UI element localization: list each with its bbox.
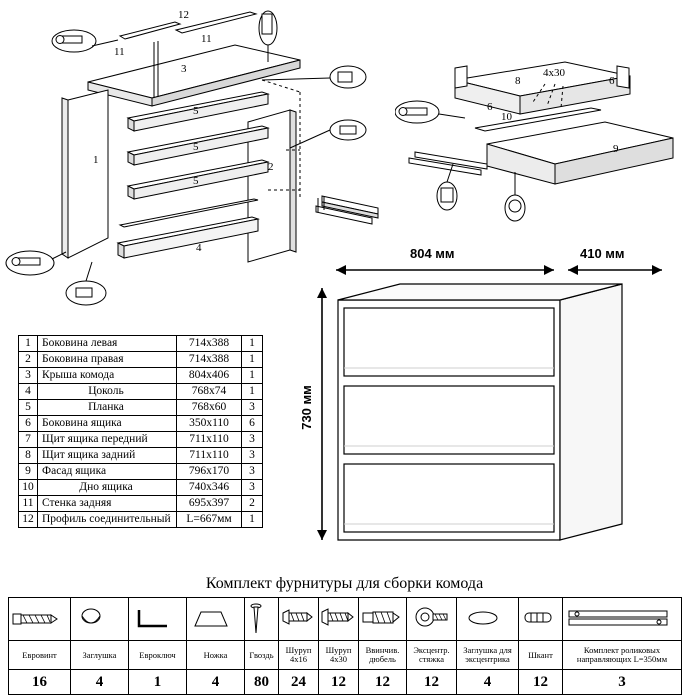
hardware-count: 16 xyxy=(9,670,71,695)
table-row: 4 Цоколь 768х74 1 xyxy=(19,384,263,400)
drawer-assembly-diagram xyxy=(395,40,689,240)
hardware-label: Шуруп 4х16 xyxy=(279,641,319,670)
hardware-count: 80 xyxy=(245,670,279,695)
dimension-depth: 410 мм xyxy=(580,246,625,261)
cap-icon xyxy=(71,598,129,641)
table-row: 7 Щит ящика передний 711х110 3 xyxy=(19,432,263,448)
hardware-count: 12 xyxy=(359,670,407,695)
table-row: 11 Стенка задняя 695х397 2 xyxy=(19,496,263,512)
svg-text:8: 8 xyxy=(515,75,521,87)
svg-text:9: 9 xyxy=(613,143,619,155)
hardware-count: 4 xyxy=(187,670,245,695)
table-row: 8 Щит ящика задний 711х110 3 xyxy=(19,448,263,464)
svg-text:1: 1 xyxy=(93,154,99,166)
svg-text:4х30: 4х30 xyxy=(543,67,565,79)
table-row: 9 Фасад ящика 796х170 3 xyxy=(19,464,263,480)
hardware-count: 24 xyxy=(279,670,319,695)
hardware-label: Заглушка xyxy=(71,641,129,670)
table-row: 3 Крыша комода 804x406 1 xyxy=(19,368,263,384)
leg-icon xyxy=(187,598,245,641)
hardware-count: 12 xyxy=(519,670,563,695)
hardware-label: Шкант xyxy=(519,641,563,670)
hardware-count: 4 xyxy=(457,670,519,695)
dowel-icon xyxy=(519,598,563,641)
hardware-label: Евроключ xyxy=(129,641,187,670)
table-row: 5 Планка 768х60 3 xyxy=(19,400,263,416)
table-row: 2 Боковина правая 714x388 1 xyxy=(19,352,263,368)
finished-product-dimensions xyxy=(300,240,689,570)
hardware-kit-table xyxy=(8,597,682,695)
screw-4x30-icon xyxy=(319,598,359,641)
eccentric-cap-icon xyxy=(457,598,519,641)
table-row: 12 Профиль соединительный L=667мм 1 xyxy=(19,512,263,528)
dimension-width: 804 мм xyxy=(410,246,455,261)
hardware-kit-title: Комплект фурнитуры для сборки комода xyxy=(205,575,484,592)
hardware-label: Гвоздь xyxy=(245,641,279,670)
eccentric-coupler-icon xyxy=(407,598,457,641)
hardware-label: Ввинчив. дюбель xyxy=(359,641,407,670)
svg-text:10: 10 xyxy=(501,111,512,123)
table-row: 6 Боковина ящика 350х110 6 xyxy=(19,416,263,432)
svg-text:4: 4 xyxy=(196,242,202,254)
parts-table xyxy=(18,335,263,528)
svg-text:2: 2 xyxy=(268,161,274,173)
hardware-count: 1 xyxy=(129,670,187,695)
svg-text:12: 12 xyxy=(178,9,189,21)
svg-text:3: 3 xyxy=(181,63,187,75)
euro-screw-icon xyxy=(9,598,71,641)
svg-text:5: 5 xyxy=(193,175,199,187)
svg-text:6: 6 xyxy=(487,101,493,113)
svg-text:11: 11 xyxy=(201,33,212,45)
nail-icon xyxy=(245,598,279,641)
hardware-label: Евровинт xyxy=(9,641,71,670)
hardware-count: 4 xyxy=(71,670,129,695)
dimension-height: 730 мм xyxy=(298,385,314,430)
svg-text:11: 11 xyxy=(114,46,125,58)
screw-in-dowel-icon xyxy=(359,598,407,641)
hardware-label: Комплект роликовых направляющих L=350мм xyxy=(563,641,682,670)
drawer-slides-icon xyxy=(563,598,682,641)
hardware-count: 12 xyxy=(407,670,457,695)
svg-text:5: 5 xyxy=(193,141,199,153)
hardware-label: Заглушка для эксцентрика xyxy=(457,641,519,670)
svg-text:5: 5 xyxy=(193,105,199,117)
svg-text:6: 6 xyxy=(609,75,615,87)
hardware-count: 3 xyxy=(563,670,682,695)
screw-4x16-icon xyxy=(279,598,319,641)
hardware-label: Шуруп 4х30 xyxy=(319,641,359,670)
hardware-label: Ножка xyxy=(187,641,245,670)
table-row: 10 Дно ящика 740х346 3 xyxy=(19,480,263,496)
euro-key-icon xyxy=(129,598,187,641)
hardware-count: 12 xyxy=(319,670,359,695)
hardware-label: Эксцентр. стяжка xyxy=(407,641,457,670)
table-row: 1 Боковина левая 714x388 1 xyxy=(19,336,263,352)
